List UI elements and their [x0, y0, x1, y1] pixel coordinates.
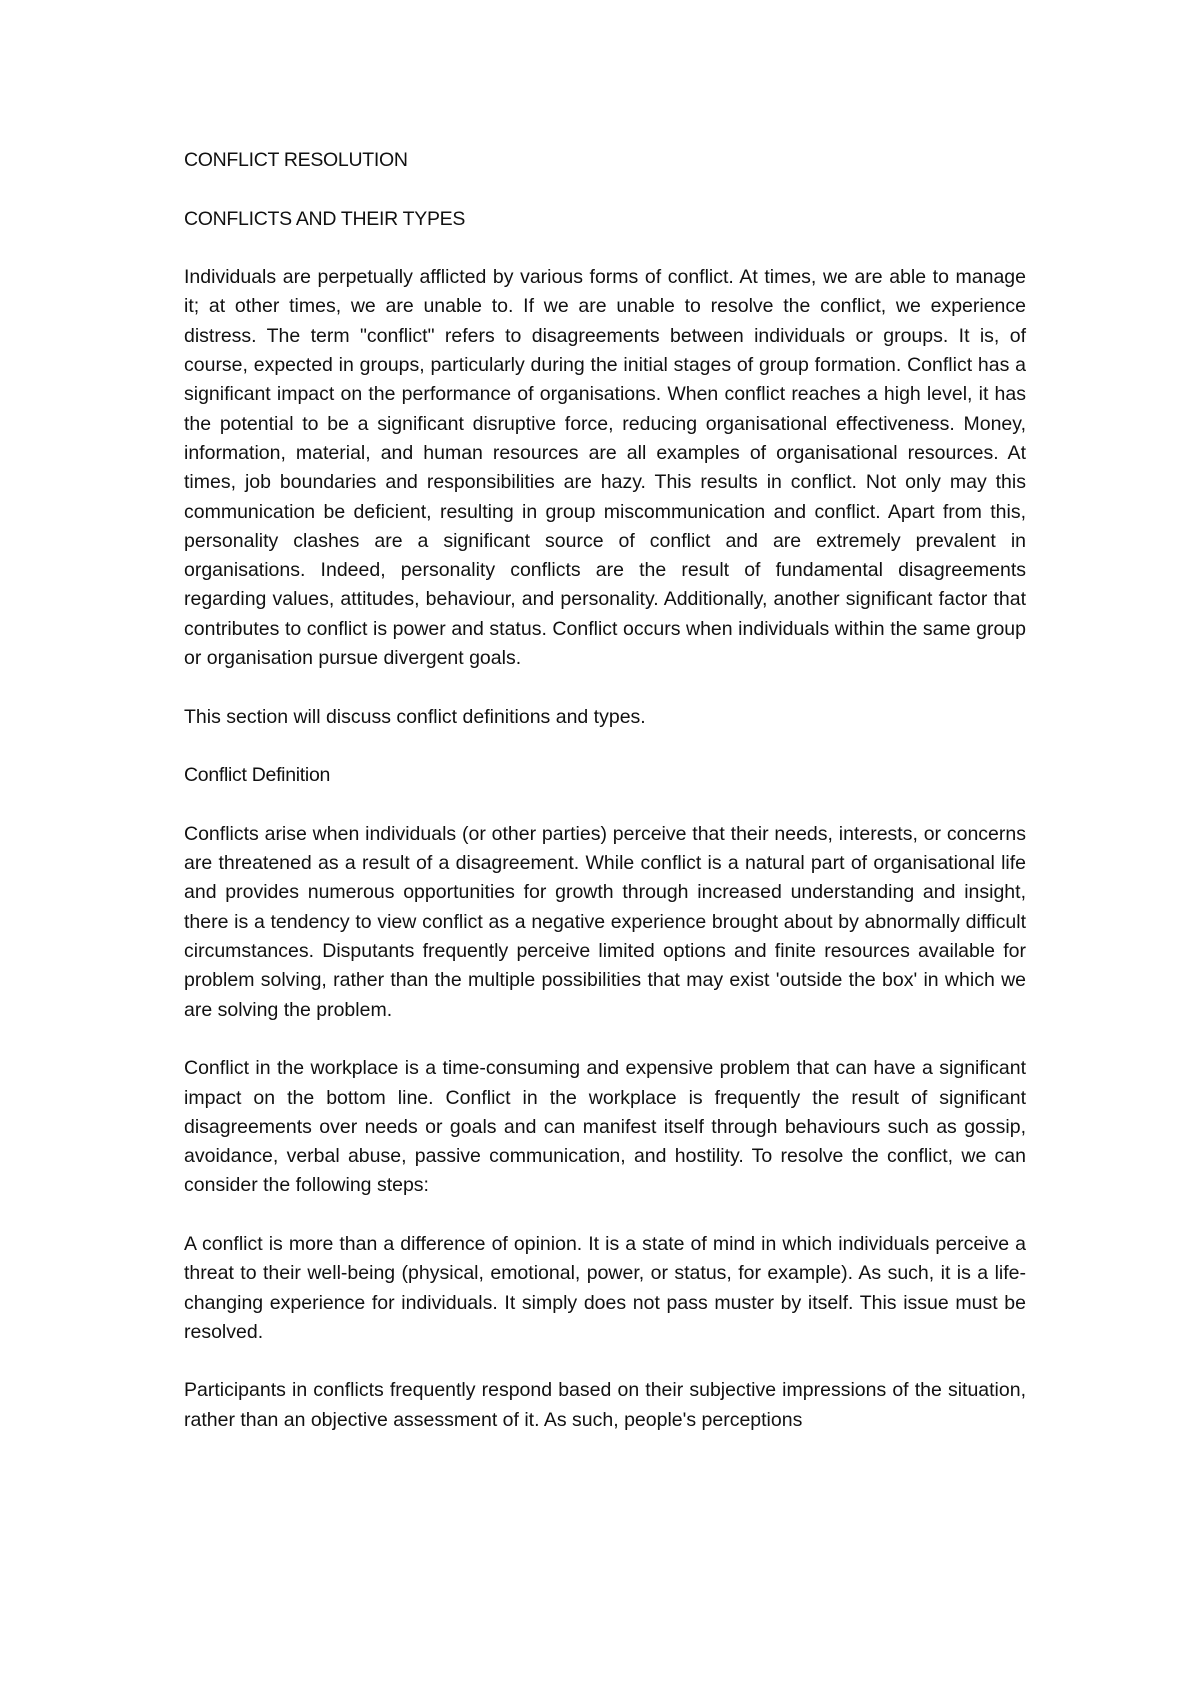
workplace-paragraph: Conflict in the workplace is a time-consuming and expensive problem that can have a significant impact on the bottom line. Conflict in the workplace is frequently the result of significant disagreements over needs or goals and can manifest itself through behaviours such as gossip, avoidance, verbal abuse, passive communication, and hostility. To resolve the conflict, we can consider the following steps: — [184, 1057, 1026, 1197]
section-intro-paragraph: This section will discuss conflict definitions and types. — [184, 705, 646, 728]
intro-paragraph: Individuals are perpetually afflicted by various forms of conflict. At times, we are able to manage it; at other times, we are unable to. If we are unable to resolve the conflict, we experience distress. The term "conflict" refers to disagreements between individuals or groups. It is, of course, expected in groups, particularly during the initial stages of group formation. Conflict has a significant impact on the performance of organisations. When conflict reaches a high level, it has the potential to be a significant disruptive force, reducing organisational effectiveness. Money, information, material, and human resources are all examples of organisational resources. At times, job boundaries and responsibilities are hazy. This results in conflict. Not only may this communication be deficient, resulting in group miscommunication and conflict. Apart from this, personality clashes are a significant source of conflict and are extremely prevalent in organisations. Indeed, personality conflicts are the result of fundamental disagreements regarding values, attitudes, behaviour, and personality. Additionally, another significant factor that contributes to conflict is power and status. Conflict occurs when individuals within the same group or organisation pursue divergent goals. — [184, 266, 1026, 670]
definition-paragraph: Conflicts arise when individuals (or other parties) perceive that their needs, interests, or concerns are threatened as a result of a disagreement. While conflict is a natural part of organisational life and provides numerous opportunities for growth through increased understanding and insight, there is a tendency to view conflict as a negative experience brought about by abnormally difficult circumstances. Disputants frequently perceive limited options and finite resources available for problem solving, rather than the multiple possibilities that may exist 'outside the box' in which we are solving the problem. — [184, 822, 1026, 1021]
state-of-mind-paragraph: A conflict is more than a difference of opinion. It is a state of mind in which individuals perceive a threat to their well-being (physical, emotional, power, or status, for example). As such, it is a life-changing experience for individuals. It simply does not pass muster by itself. This issue must be resolved. — [184, 1232, 1026, 1343]
subheading-conflict-definition: Conflict Definition — [184, 764, 331, 787]
participants-paragraph: Participants in conflicts frequently respond based on their subjective impressions of the situation, rather than an objective assessment of it. As such, people's perceptions — [184, 1379, 1026, 1431]
document-title: CONFLICT RESOLUTION — [184, 149, 408, 171]
document-body — [184, 146, 1026, 1435]
section-heading: CONFLICTS AND THEIR TYPES — [184, 207, 466, 230]
